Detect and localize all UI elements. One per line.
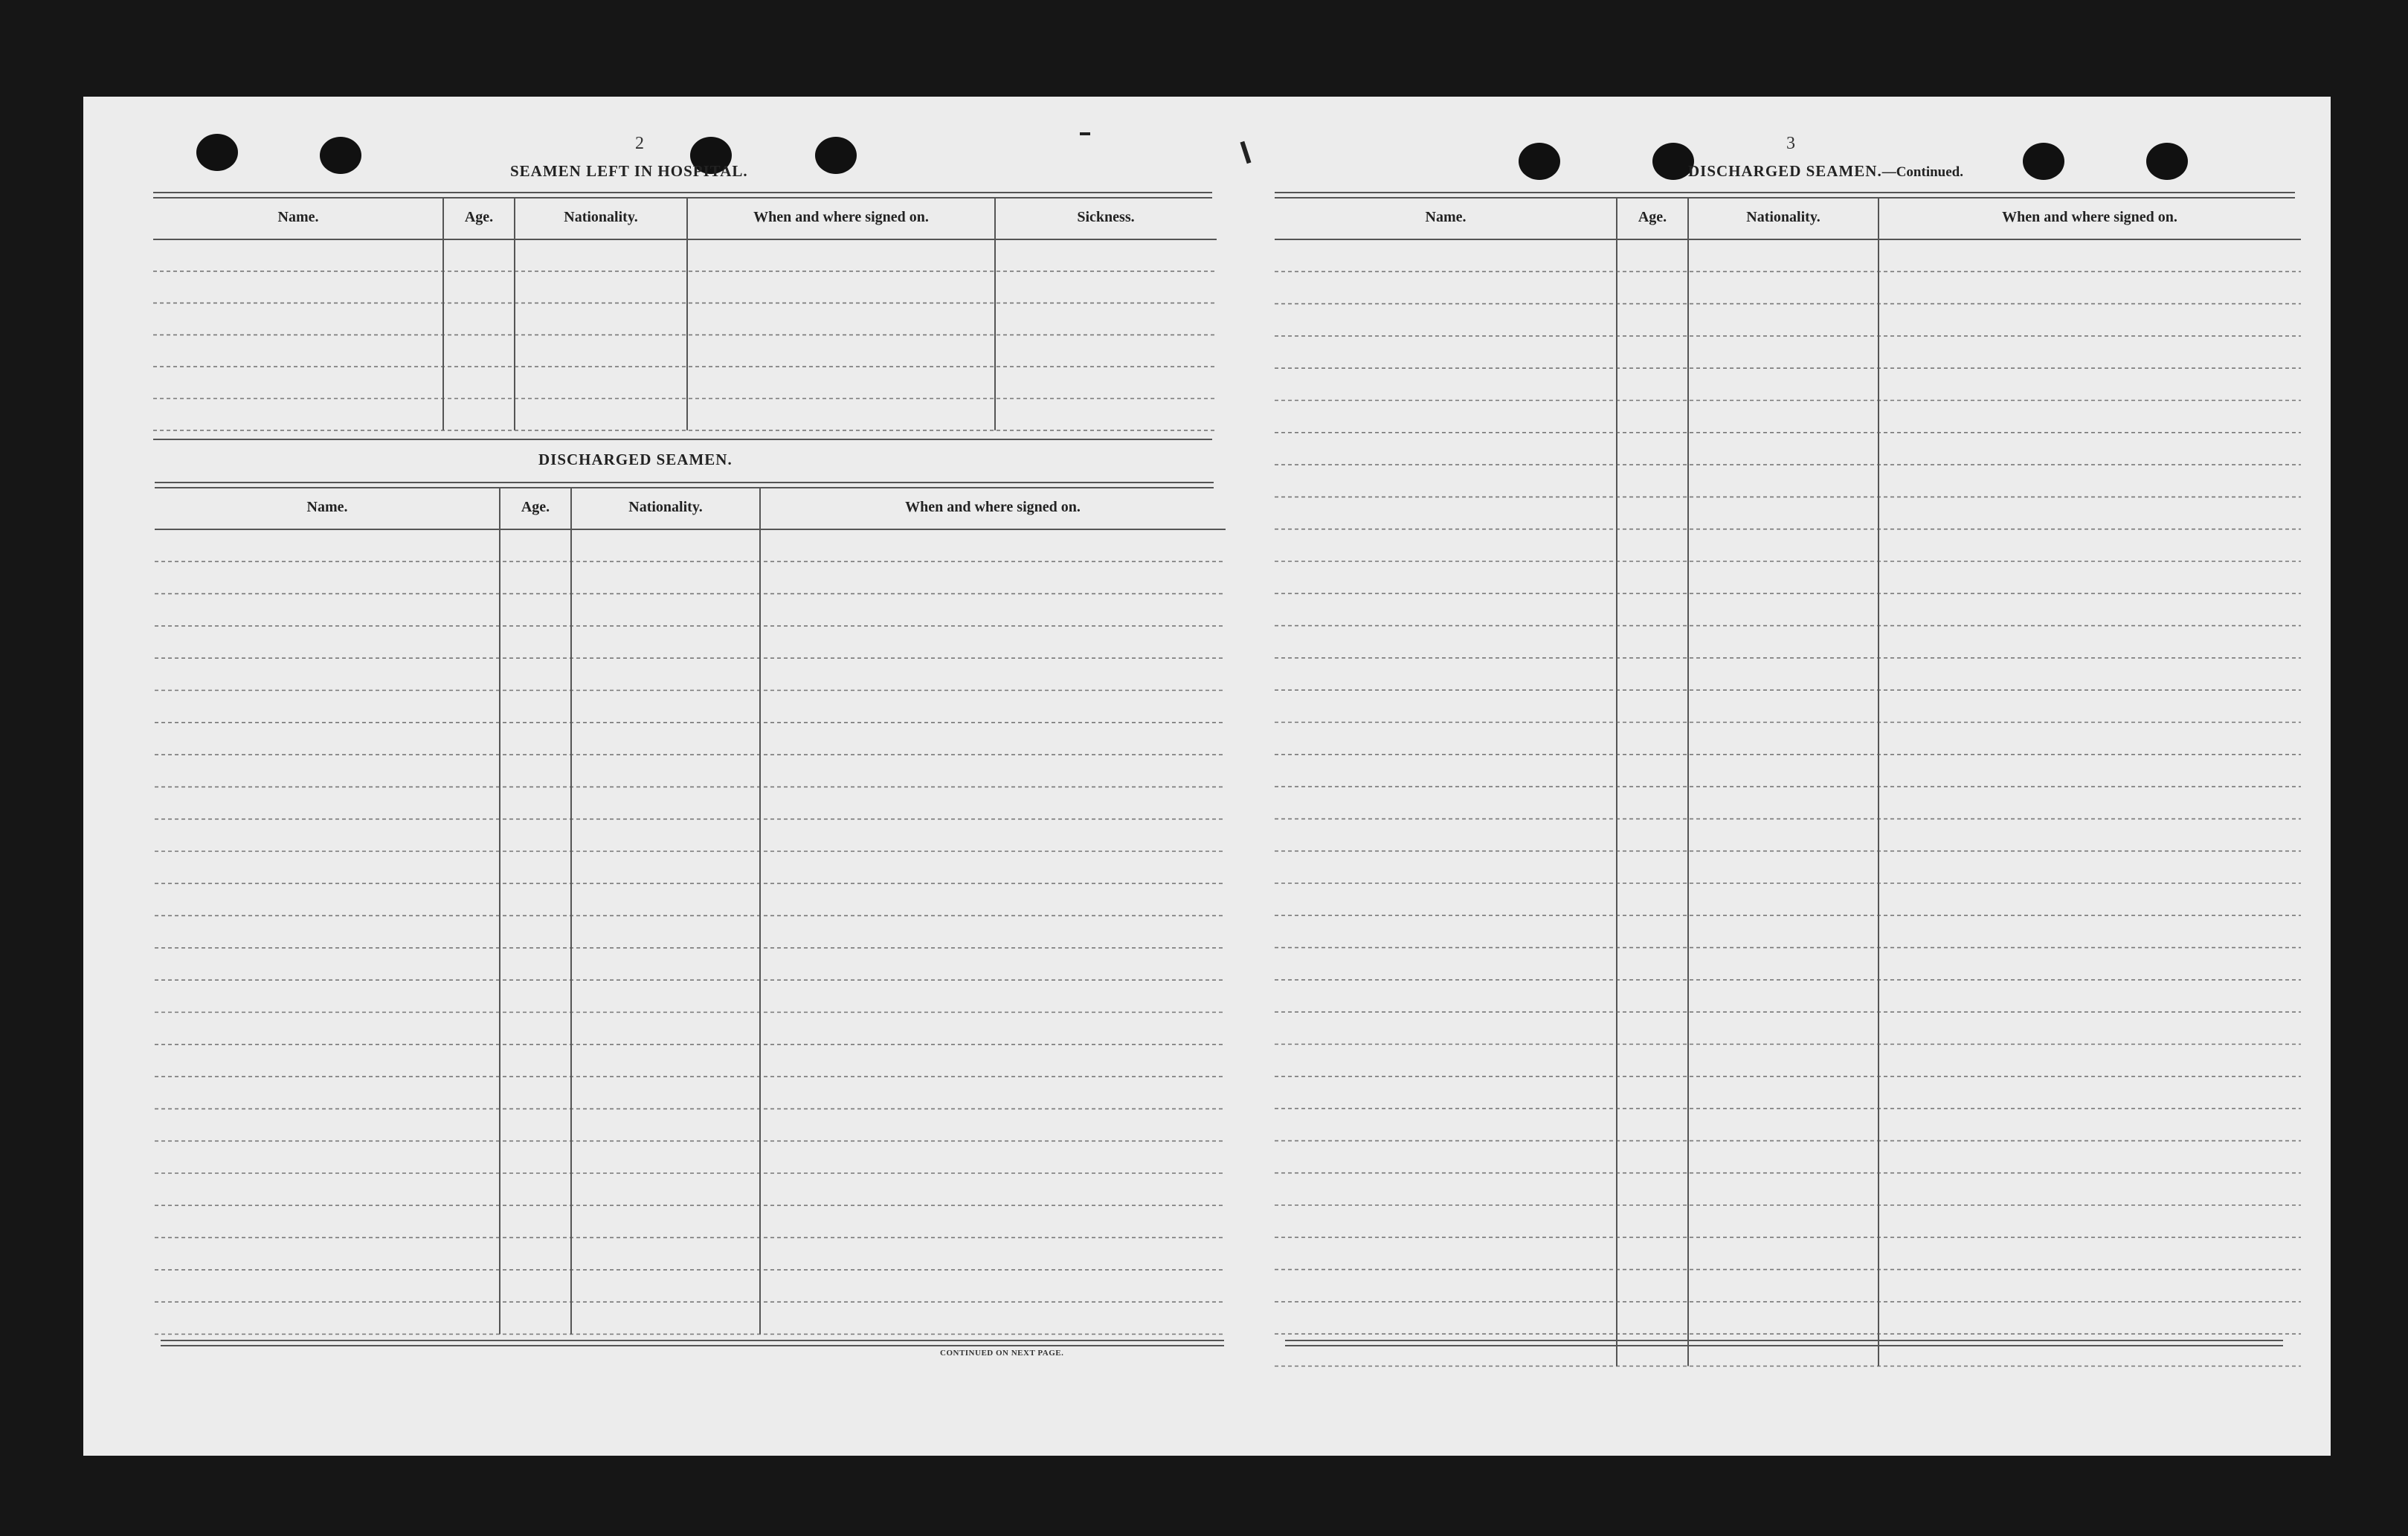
page-number: 2: [635, 134, 644, 153]
continued-table: [1275, 198, 2301, 1358]
right-page: [1206, 97, 2331, 1456]
column-header: Name.: [1425, 209, 1467, 225]
column-header: Sickness.: [1077, 209, 1135, 225]
ledger-sheet: [83, 97, 2331, 1456]
discharged-table: [155, 488, 1226, 1447]
continued-bottom-rule: [1285, 1340, 2283, 1346]
column-header: Nationality.: [564, 209, 638, 225]
section-title-text: DISCHARGED SEAMEN.: [1688, 162, 1882, 180]
ledger-lines: [155, 488, 1226, 1337]
discharged-section-title: DISCHARGED SEAMEN.: [538, 451, 733, 468]
left-page: [83, 97, 1206, 1456]
column-header: Age.: [1638, 209, 1667, 225]
hospital-bottom-rule: [153, 439, 1212, 440]
column-header: When and where signed on.: [905, 499, 1081, 515]
section-title-suffix: —Continued.: [1881, 164, 1963, 180]
column-header: Nationality.: [628, 499, 703, 515]
column-header: Nationality.: [1746, 209, 1821, 225]
hospital-section-title: SEAMEN LEFT IN HOSPITAL.: [510, 162, 748, 180]
continued-footnote: CONTINUED ON NEXT PAGE.: [940, 1349, 1064, 1358]
discharged-bottom-rule: [161, 1340, 1224, 1346]
column-header: When and where signed on.: [753, 209, 929, 225]
column-header: Age.: [521, 499, 550, 515]
ledger-lines: [1275, 198, 2301, 1369]
column-header: Name.: [277, 209, 319, 225]
column-header: Age.: [464, 209, 494, 225]
ledger-lines: [153, 198, 1217, 433]
column-header: When and where signed on.: [2002, 209, 2177, 225]
page-number: 3: [1786, 134, 1795, 153]
column-header: Name.: [306, 499, 348, 515]
continued-section-title: [1688, 162, 1963, 181]
